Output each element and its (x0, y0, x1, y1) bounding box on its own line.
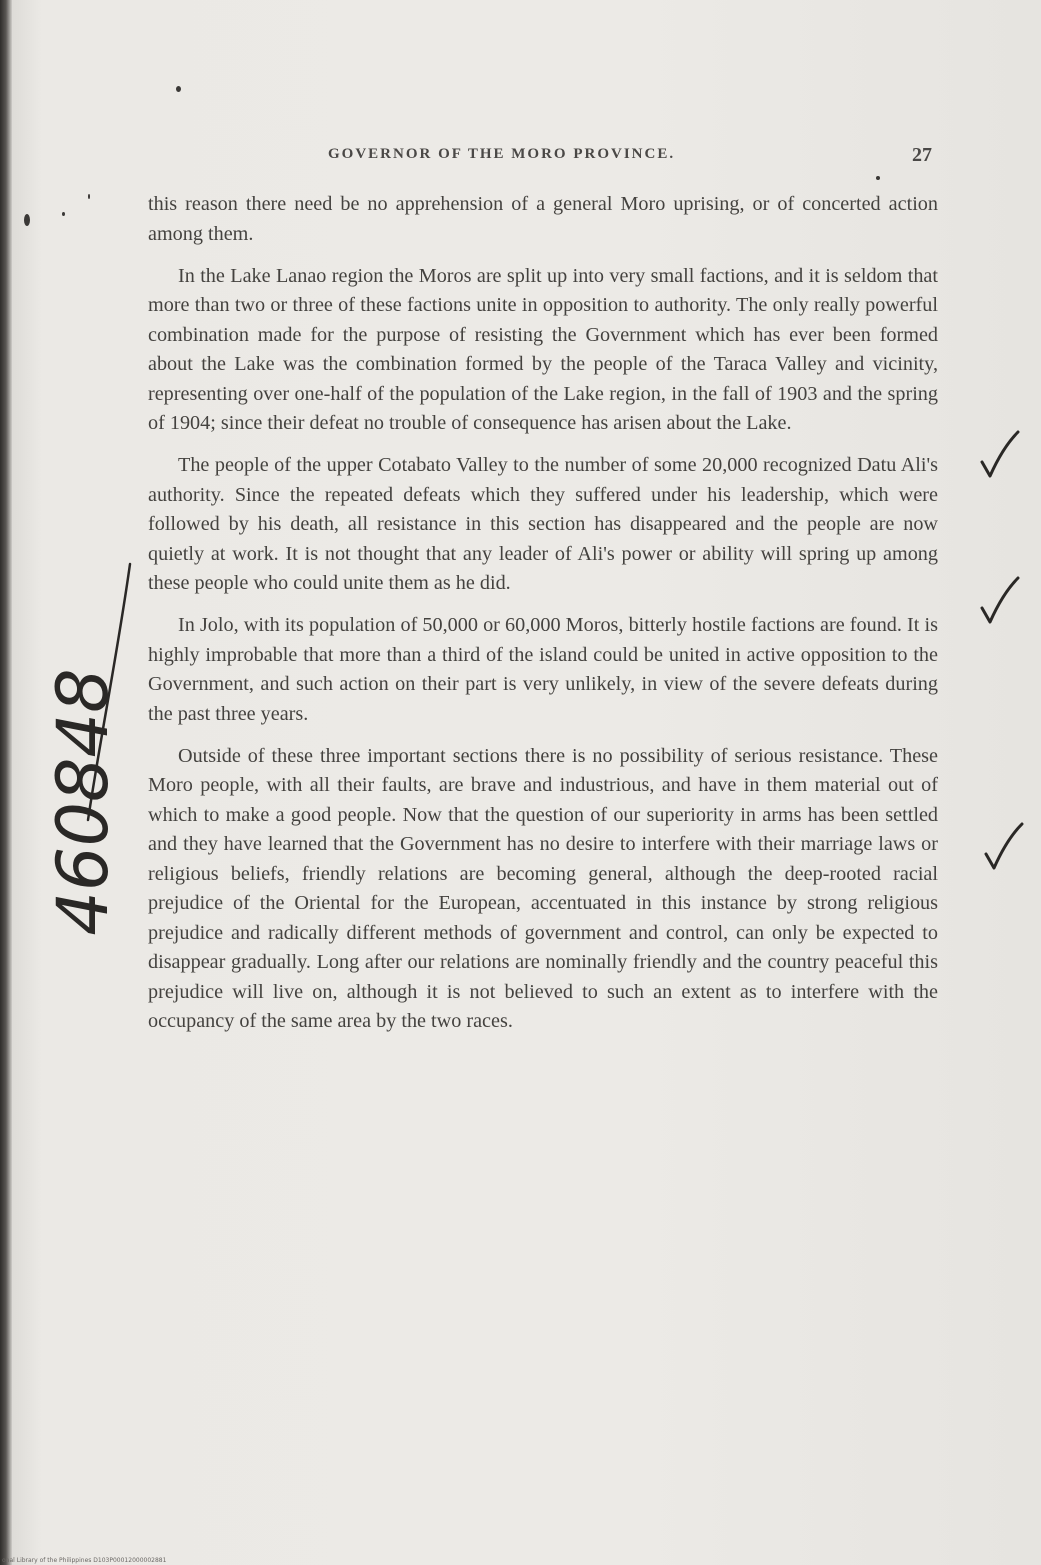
page-number: 27 (912, 144, 932, 166)
running-head (150, 146, 940, 172)
ink-speck (876, 176, 880, 180)
scan-credit: onal Library of the Philippines D103P00012000002881 (2, 1557, 167, 1564)
ink-speck (62, 212, 65, 216)
body-text (148, 190, 938, 1049)
binding-edge (0, 0, 12, 1565)
paragraph-cotabato: The people of the upper Cotabato Valley to the number of some 20,000 recognized Datu Ali's authority. Since the repeated defeats which they suffered under his leadership, which were followed by his death, all resistance in this section has disappeared and the people are now quietly at work. It is not thought that any leader of Ali's power or ability will spring up among these people who could unite them as he did. (148, 454, 938, 594)
checkmark-icon (978, 574, 1022, 630)
handwritten-number: 460848 (42, 668, 124, 936)
ink-speck (176, 86, 181, 92)
checkmark-icon (982, 820, 1026, 876)
paragraph-outside-sections: Outside of these three important sections there is no possibility of serious resistance. These Moro people, with all their faults, are brave and industrious, and have in them material out of which to make a good people. Now that the question of our superiority in arms has been settled and they have learned that the Government has no desire to interfere with their marriage laws or religious beliefs, friendly relations are becoming general, although the deep-rooted racial prejudice of the Oriental for the European, accentuated in this instance by strong religious prejudice and radically different methods of government and control, can only be expected to disappear gradually. Long after our relations are nominally friendly and the country peaceful this prejudice will live on, although it is not believed to such an extent as to interfere with the occupancy of the same area by the two races. (148, 744, 938, 1032)
paragraph-lake-lanao: In the Lake Lanao region the Moros are split up into very small factions, and it is seldom that more than two or three of these factions unite in opposition to authority. The only really powerful combination made for the purpose of resisting the Government which has ever been formed about the Lake was the combination formed by the people of the Taraca Valley and vicinity, representing over one-half of the population of the Lake region, in the fall of 1903 and the spring of 1904; since their defeat no trouble of consequence has arisen about the Lake. (148, 264, 938, 434)
running-title: GOVERNOR OF THE MORO PROVINCE. (328, 146, 676, 162)
ink-speck (24, 214, 30, 226)
paragraph-continued: this reason there need be no apprehension of a general Moro uprising, or of concerted action among them. (148, 193, 938, 245)
checkmark-icon (978, 428, 1022, 484)
ink-speck (88, 194, 90, 199)
paragraph-jolo: In Jolo, with its population of 50,000 or 60,000 Moros, bitterly hostile factions are found. It is highly improbable that more than a third of the island could be united in active opposition to the Government, and such action on their part is very unlikely, in view of the severe defeats during the past three years. (148, 614, 938, 725)
